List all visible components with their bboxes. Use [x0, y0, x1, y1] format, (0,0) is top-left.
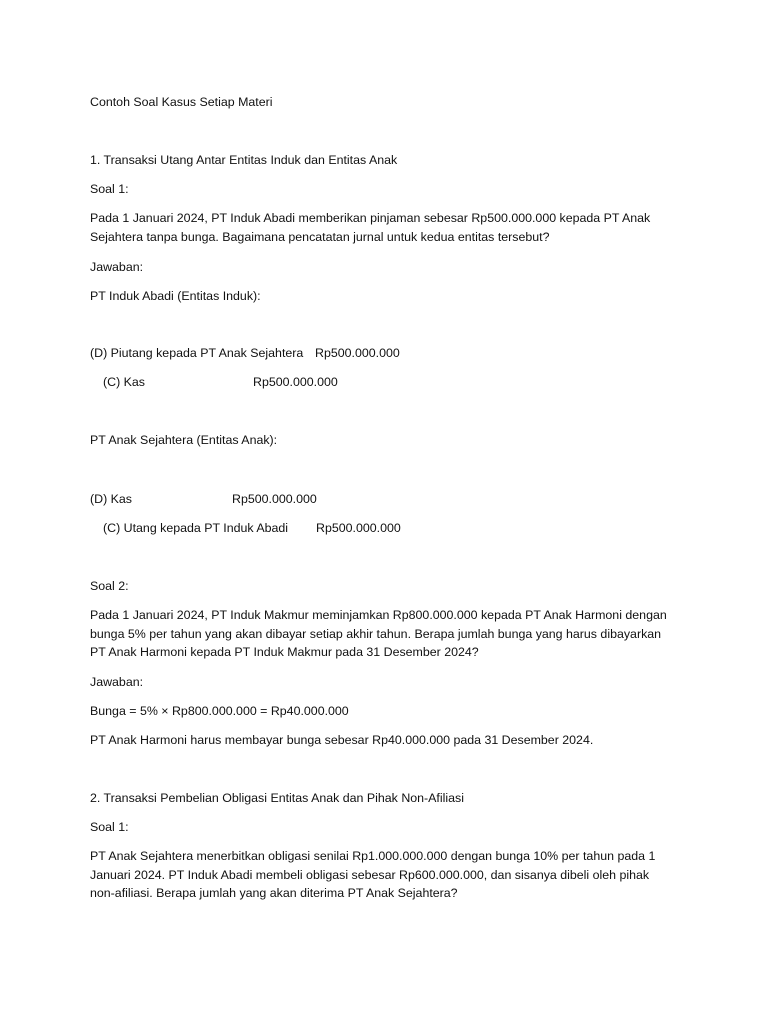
question-line: non-afiliasi. Berapa jumlah yang akan diterima PT Anak Sejahtera?	[90, 886, 458, 900]
document-title: Contoh Soal Kasus Setiap Materi	[90, 95, 273, 109]
question-line: Pada 1 Januari 2024, PT Induk Makmur meminjamkan Rp800.000.000 kepada PT Anak Harmoni dengan	[90, 608, 667, 622]
question-line: Januari 2024. PT Induk Abadi membeli obligasi sebesar Rp600.000.000, dan sisanya dibeli oleh pihak	[90, 867, 650, 882]
anak-debit-amount: Rp500.000.000	[232, 492, 317, 506]
induk-debit-account: (D) Piutang kepada PT Anak Sejahtera	[90, 346, 304, 360]
section-2-soal-1-label: Soal 1:	[90, 820, 129, 834]
section-2-heading: 2. Transaksi Pembelian Obligasi Entitas Anak dan Pihak Non-Afiliasi	[90, 791, 464, 805]
section-2-soal-1-question	[90, 847, 680, 903]
section-1-heading: 1. Transaksi Utang Antar Entitas Induk dan Entitas Anak	[90, 153, 398, 167]
section-1-soal-1-label: Soal 1:	[90, 182, 129, 196]
section-1-soal-1-question	[90, 209, 680, 246]
question-line: PT Anak Sejahtera menerbitkan obligasi senilai Rp1.000.000.000 dengan bunga 10% per tahun pada 1	[90, 849, 656, 863]
question-line: Pada 1 Januari 2024, PT Induk Abadi memberikan pinjaman sebesar Rp500.000.000 kepada PT Anak	[90, 211, 651, 225]
interest-calculation: Bunga = 5% × Rp800.000.000 = Rp40.000.000	[90, 704, 349, 718]
induk-journal-heading: PT Induk Abadi (Entitas Induk):	[90, 289, 261, 303]
induk-debit-amount: Rp500.000.000	[315, 346, 400, 360]
anak-credit-account: (C) Utang kepada PT Induk Abadi	[103, 521, 289, 535]
anak-debit-account: (D) Kas	[90, 492, 132, 506]
induk-credit-amount: Rp500.000.000	[253, 375, 338, 389]
anak-credit-amount: Rp500.000.000	[316, 521, 401, 535]
section-1-soal-2-label: Soal 2:	[90, 579, 129, 593]
anak-journal-heading: PT Anak Sejahtera (Entitas Anak):	[90, 433, 278, 447]
section-1-soal-2-question	[90, 606, 680, 662]
section-1-soal-1-answer-label: Jawaban:	[90, 260, 144, 274]
question-line: bunga 5% per tahun yang akan dibayar setiap akhir tahun. Berapa jumlah bunga yang harus dibayarkan	[90, 626, 662, 641]
question-line: PT Anak Harmoni kepada PT Induk Makmur pada 31 Desember 2024?	[90, 645, 479, 659]
question-line: Sejahtera tanpa bunga. Bagaimana pencatatan jurnal untuk kedua entitas tersebut?	[90, 229, 550, 244]
induk-credit-account: (C) Kas	[103, 375, 145, 389]
section-1-soal-2-answer-label: Jawaban:	[90, 675, 144, 689]
interest-conclusion: PT Anak Harmoni harus membayar bunga sebesar Rp40.000.000 pada 31 Desember 2024.	[90, 733, 594, 747]
